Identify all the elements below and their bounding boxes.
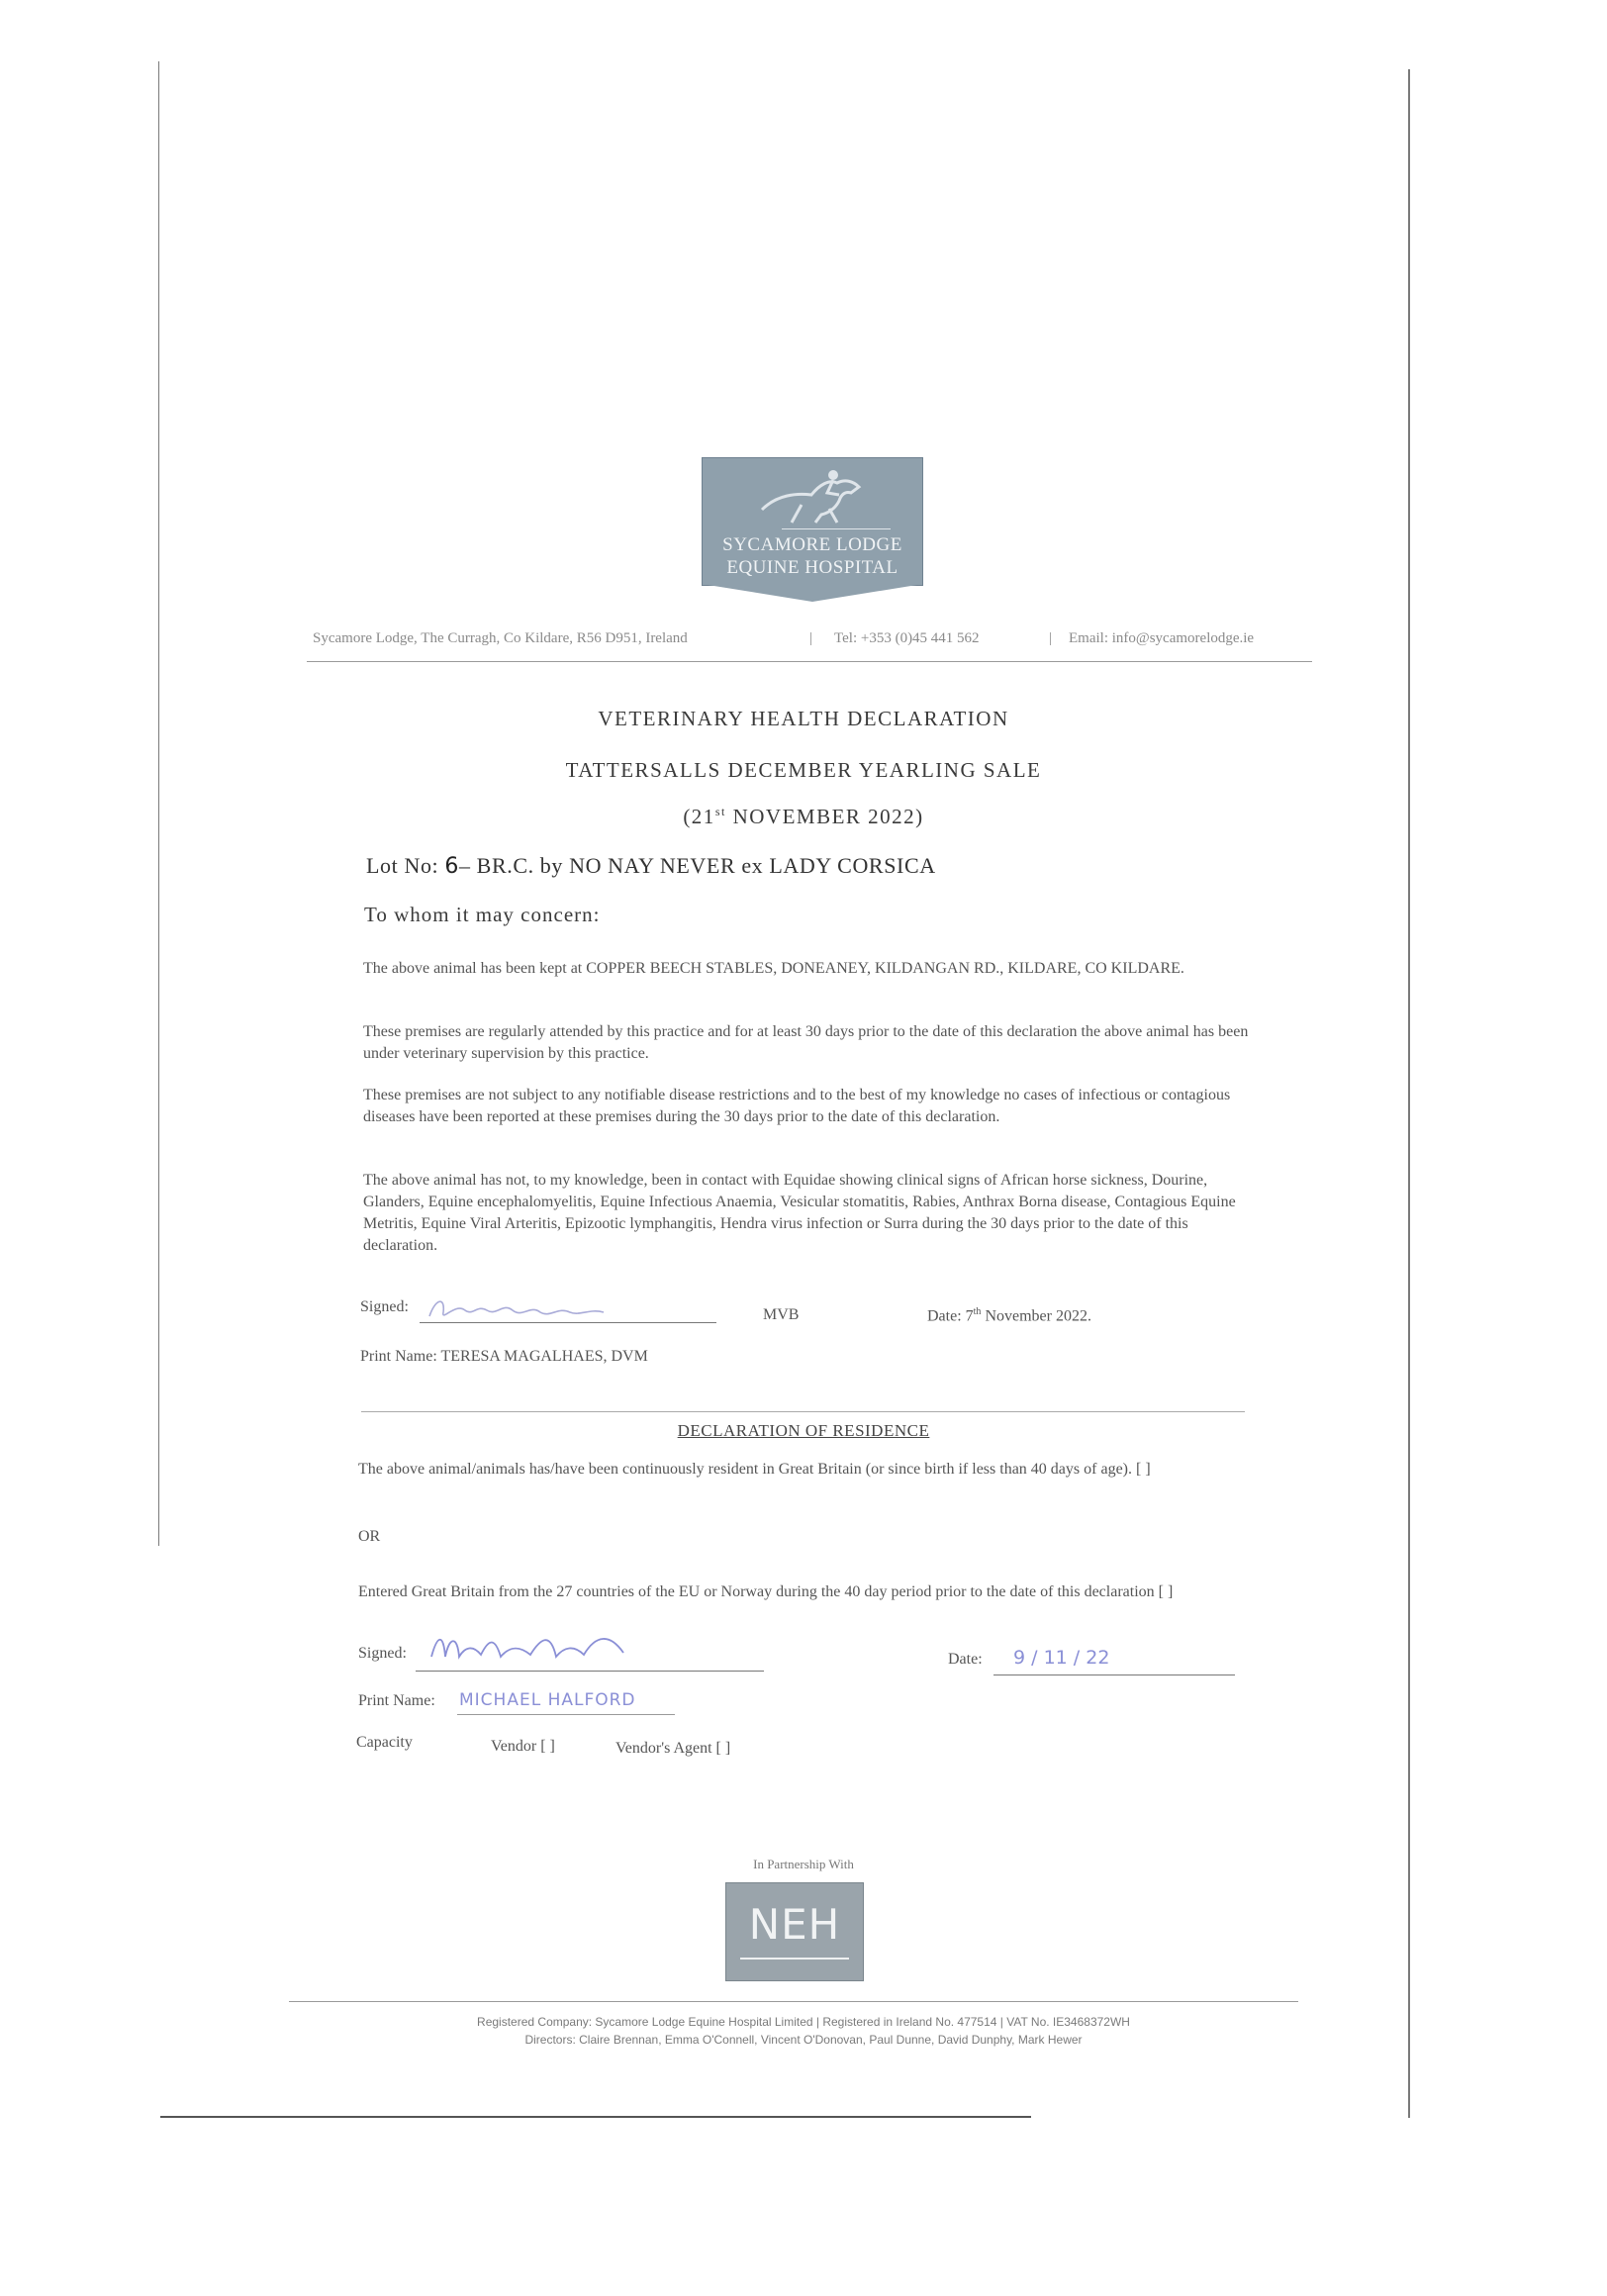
residence-paragraph-2: Entered Great Britain from the 27 countries of the EU or Norway during the 40 day period prior to the date of this declaration [ ]	[358, 1583, 1174, 1600]
logo-chevron-icon	[702, 584, 923, 602]
residence-or: OR	[358, 1528, 381, 1545]
lot-description: – BR.C. by NO NAY NEVER ex LADY CORSICA	[458, 853, 936, 878]
neh-logo-text: NEH	[748, 1900, 841, 1949]
residence-date-line	[993, 1674, 1235, 1675]
sale-date: (21st NOVEMBER 2022)	[683, 805, 924, 828]
logo-divider	[782, 528, 891, 529]
declaration-title: VETERINARY HEALTH DECLARATION	[598, 707, 1009, 730]
neh-logo-underline	[740, 1958, 849, 1960]
scan-edge-left	[158, 61, 159, 1546]
footer-registration: Registered Company: Sycamore Lodge Equine Hospital Limited | Registered in Ireland No. 477514 | VAT No. IE3468372WH	[477, 2015, 1130, 2029]
residence-signature-scribble	[425, 1627, 643, 1671]
footer-rule	[289, 2001, 1298, 2002]
paragraph-disease: These premises are not subject to any notifiable disease restrictions and to the best of my knowledge no cases of infectious or contagious diseases have been reported at these premises during the 30 days prior to the date of this declaration.	[363, 1087, 1231, 1125]
vet-signature-scribble	[425, 1292, 623, 1326]
footer-directors: Directors: Claire Brennan, Emma O'Connell, Vincent O'Donovan, Paul Dunne, David Dunphy, Mark Hewer	[524, 2033, 1083, 2047]
scan-edge-bottom	[160, 2116, 1031, 2118]
paragraph-contact: The above animal has not, to my knowledge, been in contact with Equidae showing clinical signs of African horse sickness, Dourine, Glanders, Equine encephalomyelitis, Equine Infectious Anaemia, Vesicular stomatitis, Rabies, Anthrax Borna disease, Contagious Equine Metritis, Equine Viral Arteritis, Epizootic lymphangitis, Hendra virus infection or Surra during the 30 days prior to the date of this declaration.	[363, 1172, 1236, 1254]
capacity-vendor-agent: Vendor's Agent [ ]	[615, 1740, 731, 1757]
vet-mvb: MVB	[763, 1306, 800, 1323]
residence-print-value: MICHAEL HALFORD	[459, 1690, 636, 1710]
vet-date: Date: 7th November 2022.	[927, 1306, 1091, 1325]
lot-label: Lot No:	[366, 853, 445, 878]
paragraph-premises: The above animal has been kept at COPPER BEECH STABLES, DONEANEY, KILDANGAN RD., KILDARE, CO KILDARE.	[363, 960, 1184, 977]
lot-number: 6	[444, 854, 459, 879]
contact-email: Email: info@sycamorelodge.ie	[1069, 630, 1255, 646]
capacity-vendor: Vendor [ ]	[491, 1738, 555, 1755]
residence-date-value: 9 / 11 / 22	[1013, 1647, 1110, 1669]
residence-signature-line	[416, 1671, 764, 1672]
residence-signed-label: Signed:	[358, 1645, 407, 1662]
scan-edge-right	[1408, 69, 1410, 2118]
residence-paragraph-1: The above animal/animals has/have been continuously resident in Great Britain (or since birth if less than 40 days of age). [ ]	[358, 1461, 1151, 1478]
greeting: To whom it may concern:	[364, 903, 601, 926]
logo-name-line1: SYCAMORE LODGE	[722, 534, 902, 555]
vet-signed-label: Signed:	[360, 1298, 409, 1315]
header-rule	[307, 661, 1312, 662]
horse-rider-icon	[742, 465, 881, 525]
section-rule	[361, 1411, 1245, 1412]
residence-heading: DECLARATION OF RESIDENCE	[677, 1421, 930, 1440]
sale-title: TATTERSALLS DECEMBER YEARLING SALE	[565, 758, 1042, 782]
contact-separator: |	[1049, 630, 1053, 646]
residence-print-label: Print Name:	[358, 1692, 435, 1709]
logo-name-line2: EQUINE HOSPITAL	[726, 557, 898, 578]
lot-line	[366, 853, 936, 879]
partner-caption: In Partnership With	[753, 1857, 854, 1871]
contact-separator: |	[809, 630, 813, 646]
paragraph-attendance: These premises are regularly attended by this practice and for at least 30 days prior to the date of this declaration the above animal has been under veterinary supervision by this practice.	[363, 1023, 1249, 1062]
contact-address: Sycamore Lodge, The Curragh, Co Kildare, R56 D951, Ireland	[313, 630, 688, 646]
vet-print-name: Print Name: TERESA MAGALHAES, DVM	[360, 1348, 648, 1365]
residence-print-line	[457, 1714, 675, 1715]
contact-tel: Tel: +353 (0)45 441 562	[834, 630, 980, 646]
residence-date-label: Date:	[948, 1651, 983, 1668]
capacity-label: Capacity	[356, 1734, 413, 1751]
